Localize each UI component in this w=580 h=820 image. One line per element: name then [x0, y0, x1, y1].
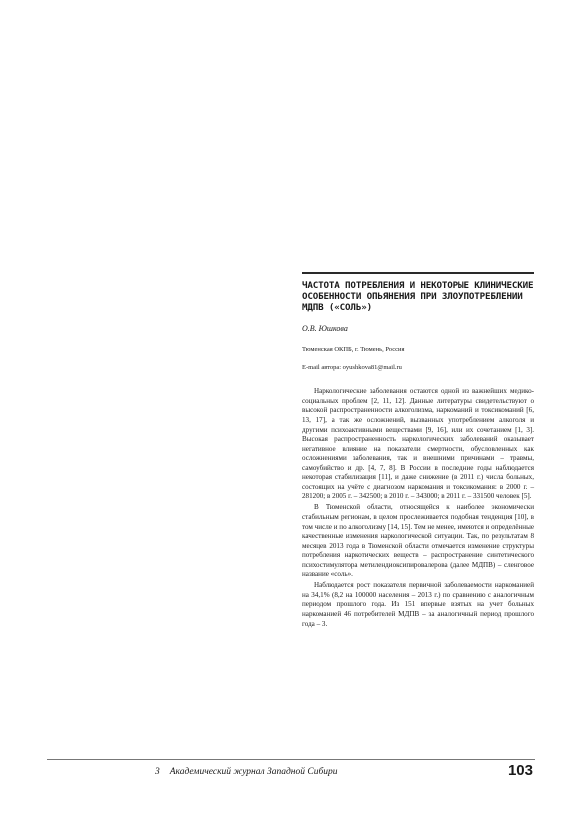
journal-title: Академический журнал Западной Сибири — [169, 767, 338, 777]
article — [302, 272, 534, 631]
page-footer — [47, 762, 535, 780]
author-affiliation: Тюменская ОКПБ, г. Тюмень, Россия — [302, 346, 405, 354]
article-body — [302, 387, 534, 629]
journal-name — [155, 766, 338, 778]
page-number: 103 — [507, 762, 533, 779]
article-title: ЧАСТОТА ПОТРЕБЛЕНИЯ И НЕКОТОРЫЕ КЛИНИЧЕСКИЕ ОСОБЕННОСТИ ОПЬЯНЕНИЯ ПРИ ЗЛОУПОТРЕБЛЕНИИ МДПВ («СОЛЬ») — [302, 280, 534, 313]
journal-volume: 3 — [155, 767, 160, 777]
footer-rule — [47, 759, 535, 760]
body-paragraph: В Тюменской области, относящейся к наиболее экономически стабильным регионам, в целом прослеживается подобная тенденция [10], в том числе и по алкоголизму [14, 15]. Тем не менее, имеются и определённые качественные изменения наркологической ситуации. Так, по результатам 8 месяцев 2013 года в Тюменской области отмечается изменение структуры потребления наркотических веществ – распространение синтетического психостимулятора метилендиоксипировалерова (далее МДПВ) – сленговое название «соль». — [302, 503, 534, 579]
body-paragraph: Наблюдается рост показателя первичной заболеваемости наркоманией на 34,1% (8,2 на 100000 населения – 2013 г.) по сравнению с аналогичным периодом прошлого года. Из 151 впервые взятых на учет больных наркоманией 46 потребителей МДПВ – за аналогичный период прошлого года – 3. — [302, 581, 534, 628]
title-rule — [302, 272, 534, 274]
author-email: E-mail автора: oyushkova81@mail.ru — [302, 364, 402, 372]
body-paragraph: Наркологические заболевания остаются одной из важнейших медико-социальных проблем [2, 11, 12]. Данные литературы свидетельствуют о высокой распространенности алкоголизма, наркоманий и токсикоманий [6, 13, 17], а так же осложнений, вызванных употреблением алкоголя и другими психоактивными веществами [9, 16], или их сочетанием [1, 3]. Высокая распространенность наркологических заболеваний оказывает негативное влияние на показатели смертности, обусловленных как осложнениями заболевания, так и внешними причинами – травмы, самоубийство и др. [4, 7, 8]. В России в последние годы наблюдается некоторая стабилизация [11], и даже снижение (в 2011 г.) числа больных, состоящих на учёте с диагнозом наркомания и токсикомания: в 2000 г. – 281200; в 2005 г. – 342500; в 2010 г. – 343000; в 2011 г. – 331500 человек [5]. — [302, 387, 534, 501]
article-author: О.В. Юшкова — [302, 324, 348, 334]
